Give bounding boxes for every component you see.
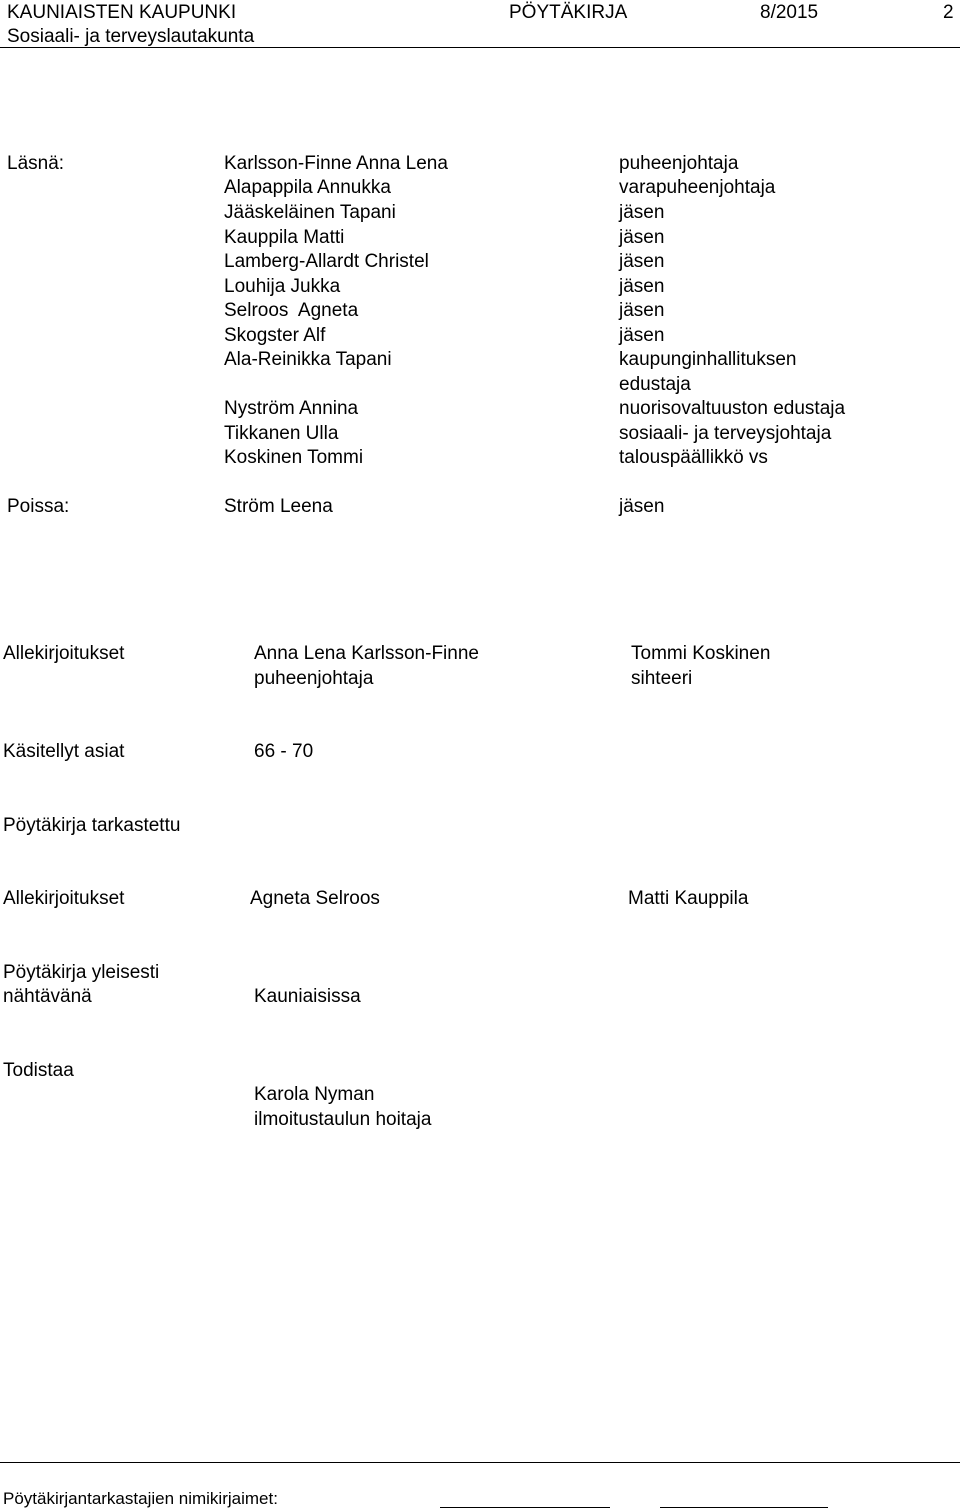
secretary-name: Tommi Koskinen [631, 643, 771, 664]
absent-label: Poissa: [7, 496, 70, 517]
city-name: KAUNIAISTEN KAUPUNKI [7, 2, 237, 23]
attendee-name: Tikkanen Ulla [224, 423, 339, 444]
review-signatures-label: Allekirjoitukset [3, 888, 125, 909]
attendee-role: varapuheenjohtaja [619, 177, 776, 198]
handled-items-value: 66 - 70 [254, 741, 314, 762]
reviewer-name: Agneta Selroos [250, 888, 380, 909]
committee-name: Sosiaali- ja terveyslautakunta [7, 26, 255, 47]
attendee-name: Karlsson-Finne Anna Lena [224, 153, 448, 174]
handled-items-label: Käsitellyt asiat [3, 741, 125, 762]
attendee-name: Alapappila Annukka [224, 177, 391, 198]
certifier-title: ilmoitustaulun hoitaja [254, 1109, 432, 1130]
chair-title: puheenjohtaja [254, 668, 374, 689]
page-number: 2 [943, 2, 954, 23]
reviewer-initials-label: Pöytäkirjantarkastajien nimikirjaimet: [3, 1489, 278, 1508]
attendee-name: Ala-Reinikka Tapani [224, 349, 392, 370]
public-display-location: Kauniaisissa [254, 986, 361, 1007]
attendee-role: jäsen [619, 300, 665, 321]
attendee-role-continued: edustaja [619, 374, 691, 395]
public-display-label-continued: nähtävänä [3, 986, 92, 1007]
attendee-role: jäsen [619, 325, 665, 346]
footer-divider [0, 1462, 960, 1463]
attendee-role: jäsen [619, 251, 665, 272]
certifier-name: Karola Nyman [254, 1084, 375, 1105]
absent-role: jäsen [619, 496, 665, 517]
attendee-role: kaupunginhallituksen [619, 349, 797, 370]
minutes-number: 8/2015 [760, 2, 819, 23]
attendee-name: Skogster Alf [224, 325, 326, 346]
attendee-name: Jääskeläinen Tapani [224, 202, 396, 223]
attendee-role: nuorisovaltuuston edustaja [619, 398, 846, 419]
attendee-name: Koskinen Tommi [224, 447, 364, 468]
public-display-label: Pöytäkirja yleisesti [3, 962, 160, 983]
review-label: Pöytäkirja tarkastettu [3, 815, 181, 836]
signatures-label: Allekirjoitukset [3, 643, 125, 664]
certify-label: Todistaa [3, 1060, 74, 1081]
attendee-name: Louhija Jukka [224, 276, 341, 297]
present-label: Läsnä: [7, 153, 65, 174]
attendee-role: jäsen [619, 227, 665, 248]
document-type: PÖYTÄKIRJA [509, 2, 628, 23]
chair-name: Anna Lena Karlsson-Finne [254, 643, 479, 664]
attendee-role: puheenjohtaja [619, 153, 739, 174]
attendee-name: Lamberg-Allardt Christel [224, 251, 429, 272]
attendee-role: talouspäällikkö vs [619, 447, 768, 468]
header-divider [0, 47, 960, 48]
attendee-role: jäsen [619, 202, 665, 223]
secretary-title: sihteeri [631, 668, 693, 689]
attendee-role: sosiaali- ja terveysjohtaja [619, 423, 832, 444]
initials-line [660, 1507, 828, 1508]
initials-line [440, 1507, 610, 1508]
attendee-role: jäsen [619, 276, 665, 297]
reviewer-name: Matti Kauppila [628, 888, 749, 909]
attendee-name: Nyström Annina [224, 398, 359, 419]
attendee-name: Kauppila Matti [224, 227, 345, 248]
attendee-name: Selroos Agneta [224, 300, 359, 321]
absent-name: Ström Leena [224, 496, 333, 517]
